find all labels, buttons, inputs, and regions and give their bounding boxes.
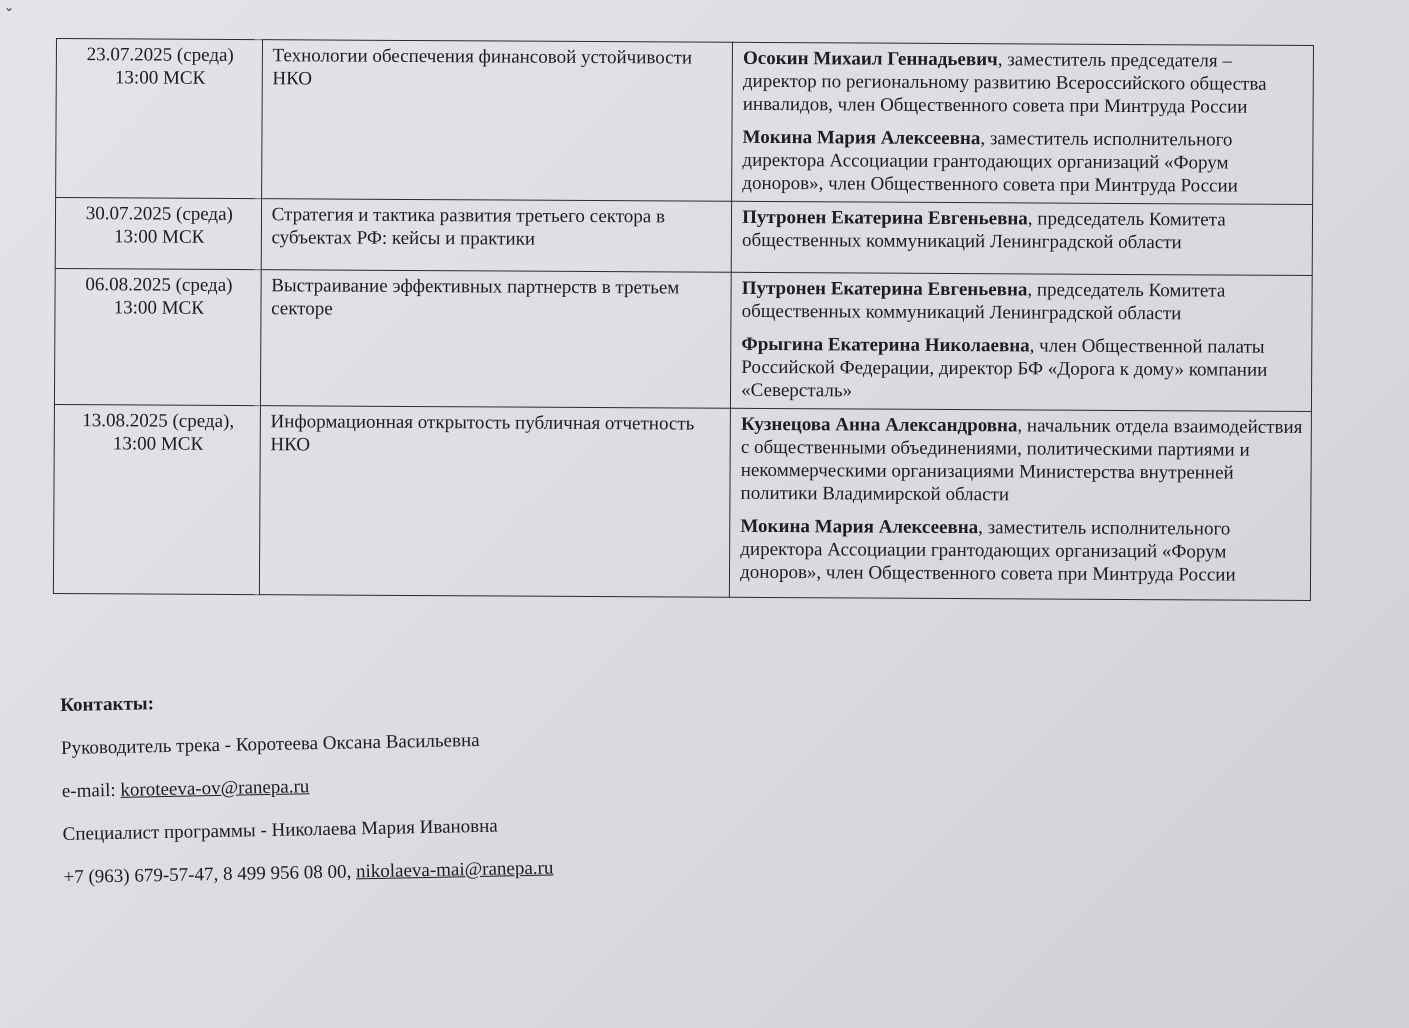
date-cell — [53, 404, 260, 594]
speakers-cell — [731, 272, 1313, 411]
topic-cell — [261, 40, 732, 202]
session-time: 13:00 МСК — [114, 226, 205, 248]
speaker-role: , заместитель председателя – директор по региональному развитию Всероссийского общества инвалидов, член Общественного совета при Минтруда России — [742, 49, 1267, 118]
speaker-role: , председатель Комитета общественных коммуникаций Ленинградской области — [741, 208, 1226, 254]
session-date: 23.07.2025 (среда) — [86, 44, 234, 66]
speaker-name: Кузнецова Анна Александровна — [740, 413, 1018, 437]
email-label: e-mail: — [61, 779, 121, 802]
schedule-row — [54, 268, 1312, 411]
session-date: 30.07.2025 (среда) — [85, 203, 233, 225]
specialist-email-link[interactable]: nikolaeva-mai@ranepa.ru — [355, 857, 554, 883]
speaker-role: , заместитель исполнительного директора Ассоциации грантодающих организаций «Форум доноров», член Общественного совета при Минтруда России — [740, 517, 1236, 586]
session-topic: Информационная открытость публичная отчетность НКО — [270, 411, 695, 456]
date-cell — [55, 198, 261, 270]
schedule-table — [53, 38, 1314, 601]
session-time: 13:00 МСК — [113, 297, 205, 319]
topic-cell — [259, 406, 731, 598]
speaker — [742, 206, 1304, 255]
track-lead: Руководитель трека - Коротеева Оксана Васильевна — [60, 729, 480, 759]
schedule-row — [53, 404, 1311, 600]
topic-cell — [260, 270, 731, 409]
topic-cell — [261, 199, 732, 273]
speaker-name: Фрыгина Екатерина Николаевна — [741, 333, 1030, 357]
contacts-heading: Контакты: — [60, 693, 155, 716]
speaker-role: , начальник отдела взаимодействия с общественными объединениями, политическими партиями и некоммерческими организациями Министерства внутренней политики Владимирской области — [740, 415, 1303, 506]
speaker — [742, 277, 1304, 326]
speaker-role: , председатель Комитета общественных коммуникаций Ленинградской области — [741, 279, 1226, 325]
speaker-name: Осокин Михаил Геннадьевич — [742, 47, 998, 71]
session-topic: Технологии обеспечения финансовой устойчивости НКО — [272, 45, 693, 90]
session-time: 13:00 МСК — [114, 67, 206, 89]
schedule-row — [56, 39, 1314, 205]
speaker-name: Мокина Мария Алексеевна — [742, 126, 981, 150]
specialist: Специалист программы - Николаева Мария Ивановна — [62, 815, 498, 845]
session-date: 13.08.2025 (среда), — [82, 410, 235, 433]
speakers-cell — [732, 42, 1314, 204]
date-cell — [56, 39, 263, 199]
email-line — [62, 771, 552, 804]
track-lead-email-link[interactable]: koroteeva-ov@ranepa.ru — [120, 776, 310, 801]
speaker-name: Путронен Екатерина Евгеньевна — [741, 277, 1028, 301]
phone-numbers: +7 (963) 679-57-47, 8 499 956 08 00, — [63, 861, 357, 888]
speakers-cell — [731, 201, 1312, 275]
date-cell — [54, 268, 260, 405]
speaker-role: , член Общественной палаты Российской Федерации, директор БФ «Дорога к дому» компании «Северсталь» — [741, 335, 1268, 402]
speaker-role: , заместитель исполнительного директора Ассоциации грантодающих организаций «Форум доноров», член Общественного совета при Минтруда России — [742, 128, 1238, 197]
speaker — [741, 413, 1303, 508]
speaker — [743, 47, 1305, 119]
speaker-name: Путронен Екатерина Евгеньевна — [742, 206, 1028, 230]
contacts-section — [60, 685, 554, 909]
staple-mark-icon: ⌄ — [4, 0, 15, 14]
session-topic: Выстраивание эффективных партнерств в третьем секторе — [271, 275, 680, 320]
session-time: 13:00 МСК — [112, 433, 204, 455]
phones-line — [63, 857, 553, 890]
speaker-name: Мокина Мария Алексеевна — [740, 515, 979, 539]
schedule-row — [55, 198, 1312, 276]
session-topic: Стратегия и тактика развития третьего сектора в субъектах РФ: кейсы и практики — [271, 204, 666, 250]
speaker — [742, 126, 1304, 198]
session-date: 06.08.2025 (среда) — [85, 274, 233, 296]
speaker — [741, 333, 1303, 405]
speakers-cell — [730, 408, 1312, 600]
speaker — [740, 515, 1302, 587]
